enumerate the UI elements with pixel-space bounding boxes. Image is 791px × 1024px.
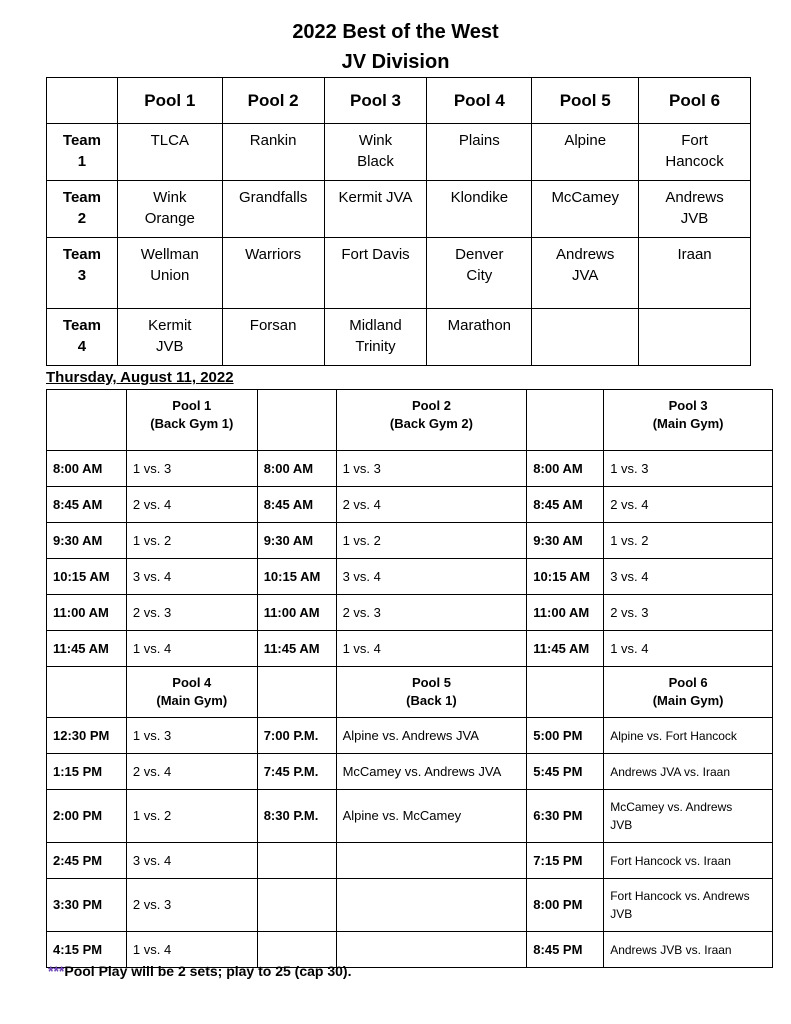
- team-cell: [639, 309, 751, 366]
- matchup: Alpine vs. McCamey: [336, 790, 527, 843]
- match-time: 7:00 P.M.: [257, 718, 336, 754]
- match-time: 11:45 AM: [257, 631, 336, 667]
- matchup: Alpine vs. Fort Hancock: [604, 718, 773, 754]
- matchup: 1 vs. 3: [126, 718, 257, 754]
- pool-name: Pool 3: [668, 398, 708, 413]
- page-title: 2022 Best of the West: [292, 21, 499, 43]
- schedule-row: [47, 790, 773, 843]
- schedule-block-afternoon: [47, 667, 773, 968]
- pool-header: Pool 4: [427, 78, 532, 124]
- blank-cell: [527, 390, 604, 451]
- matchup: 1 vs. 4: [336, 631, 527, 667]
- matchup: 1 vs. 3: [126, 451, 257, 487]
- pool-venue-header: [336, 667, 527, 718]
- matchup: 1 vs. 2: [126, 790, 257, 843]
- team-cell: Midland Trinity: [324, 309, 427, 366]
- matchup: 2 vs. 4: [126, 754, 257, 790]
- match-time: 2:00 PM: [47, 790, 127, 843]
- matchup: 1 vs. 2: [336, 523, 527, 559]
- pool-venue: (Main Gym): [652, 416, 724, 431]
- schedule-row: [47, 843, 773, 879]
- team-cell: Andrews JVA: [532, 238, 639, 309]
- pool-header-row: [47, 667, 773, 718]
- team-label: Team 4: [47, 309, 118, 366]
- pool-name: Pool 4: [172, 675, 212, 690]
- pool-venue: (Back Gym 1): [150, 416, 234, 431]
- team-cell: Iraan: [639, 238, 751, 309]
- matchup: 3 vs. 4: [126, 559, 257, 595]
- matchup: McCamey vs. Andrews JVB: [604, 790, 773, 843]
- teams-table: [46, 77, 751, 366]
- team-cell: Klondike: [427, 181, 532, 238]
- matchup: 1 vs. 2: [604, 523, 773, 559]
- blank-cell: [47, 390, 127, 451]
- match-time: 11:00 AM: [47, 595, 127, 631]
- matchup: 1 vs. 2: [126, 523, 257, 559]
- matchup: 3 vs. 4: [126, 843, 257, 879]
- matchup: 2 vs. 3: [336, 595, 527, 631]
- matchup: 2 vs. 4: [126, 487, 257, 523]
- pool-play-note: [48, 962, 351, 980]
- match-time: 11:00 AM: [257, 595, 336, 631]
- page-subtitle: JV Division: [341, 51, 450, 73]
- pool-header: Pool 6: [639, 78, 751, 124]
- team-cell: Wink Orange: [117, 181, 222, 238]
- match-time: 9:30 AM: [47, 523, 127, 559]
- matchup: 1 vs. 4: [126, 631, 257, 667]
- match-time: 8:00 AM: [527, 451, 604, 487]
- blank-cell: [527, 667, 604, 718]
- teams-header-row: [47, 78, 751, 124]
- matchup: 2 vs. 3: [126, 879, 257, 932]
- pool-venue-header: [126, 390, 257, 451]
- team-row: [47, 181, 751, 238]
- schedule-row: [47, 754, 773, 790]
- pool-venue: (Back Gym 2): [389, 416, 473, 431]
- schedule-date: Thursday, August 11, 2022: [46, 369, 234, 386]
- matchup: 2 vs. 3: [126, 595, 257, 631]
- match-time: [257, 879, 336, 932]
- match-time: 5:00 PM: [527, 718, 604, 754]
- match-time: 8:00 PM: [527, 879, 604, 932]
- matchup: Fort Hancock vs. Andrews JVB: [604, 879, 773, 932]
- blank-cell: [47, 667, 127, 718]
- team-cell: Grandfalls: [222, 181, 324, 238]
- team-cell: Warriors: [222, 238, 324, 309]
- blank-cell: [257, 390, 336, 451]
- match-time: 5:45 PM: [527, 754, 604, 790]
- match-time: 8:00 AM: [257, 451, 336, 487]
- matchup: 1 vs. 4: [126, 932, 257, 968]
- corner-cell: [47, 78, 118, 124]
- pool-venue-header: [126, 667, 257, 718]
- team-row: [47, 309, 751, 366]
- pool-venue-header: [604, 390, 773, 451]
- pool-header: Pool 1: [117, 78, 222, 124]
- match-time: 9:30 AM: [527, 523, 604, 559]
- pool-venue-header: [604, 667, 773, 718]
- matchup: McCamey vs. Andrews JVA: [336, 754, 527, 790]
- team-cell: Wink Black: [324, 124, 427, 181]
- team-label: Team 3: [47, 238, 118, 309]
- match-time: 8:45 AM: [527, 487, 604, 523]
- matchup: 1 vs. 4: [604, 631, 773, 667]
- schedule-row: [47, 451, 773, 487]
- team-cell: Rankin: [222, 124, 324, 181]
- matchup: Andrews JVB vs. Iraan: [604, 932, 773, 968]
- match-time: 1:15 PM: [47, 754, 127, 790]
- pool-name: Pool 6: [668, 675, 708, 690]
- schedule-block-morning: [47, 390, 773, 667]
- pool-header: Pool 2: [222, 78, 324, 124]
- match-time: 4:15 PM: [47, 932, 127, 968]
- match-time: 11:00 AM: [527, 595, 604, 631]
- team-cell: Fort Davis: [324, 238, 427, 309]
- matchup: 1 vs. 3: [604, 451, 773, 487]
- team-cell: Alpine: [532, 124, 639, 181]
- team-label: Team 2: [47, 181, 118, 238]
- matchup: 3 vs. 4: [336, 559, 527, 595]
- matchup: 1 vs. 3: [336, 451, 527, 487]
- schedule-row: [47, 487, 773, 523]
- match-time: 8:45 PM: [527, 932, 604, 968]
- team-cell: Kermit JVA: [324, 181, 427, 238]
- team-cell: Plains: [427, 124, 532, 181]
- matchup: Fort Hancock vs. Iraan: [604, 843, 773, 879]
- pool-header-row: [47, 390, 773, 451]
- pool-name: Pool 1: [172, 398, 212, 413]
- schedule-row: [47, 879, 773, 932]
- matchup: 2 vs. 3: [604, 595, 773, 631]
- matchup: Alpine vs. Andrews JVA: [336, 718, 527, 754]
- pool-header: Pool 5: [532, 78, 639, 124]
- team-cell: McCamey: [532, 181, 639, 238]
- schedule-row: [47, 595, 773, 631]
- matchup: 3 vs. 4: [604, 559, 773, 595]
- pool-name: Pool 2: [411, 398, 451, 413]
- note-stars: ***: [48, 963, 65, 979]
- match-time: 8:30 P.M.: [257, 790, 336, 843]
- schedule-row: [47, 631, 773, 667]
- team-cell: Forsan: [222, 309, 324, 366]
- match-time: [257, 843, 336, 879]
- matchup: 2 vs. 4: [336, 487, 527, 523]
- pool-header: Pool 3: [324, 78, 427, 124]
- match-time: 10:15 AM: [257, 559, 336, 595]
- team-label: Team 1: [47, 124, 118, 181]
- pool-venue-header: [336, 390, 527, 451]
- pool-venue: (Main Gym): [156, 693, 228, 708]
- team-cell: Fort Hancock: [639, 124, 751, 181]
- match-time: 11:45 AM: [47, 631, 127, 667]
- match-time: 8:45 AM: [257, 487, 336, 523]
- pool-venue: (Back 1): [406, 693, 457, 708]
- schedule-row: [47, 718, 773, 754]
- match-time: 11:45 AM: [527, 631, 604, 667]
- match-time: 8:45 AM: [47, 487, 127, 523]
- team-cell: Marathon: [427, 309, 532, 366]
- pool-venue: (Main Gym): [652, 693, 724, 708]
- match-time: 7:45 P.M.: [257, 754, 336, 790]
- matchup: [336, 879, 527, 932]
- pool-name: Pool 5: [411, 675, 451, 690]
- team-cell: Wellman Union: [117, 238, 222, 309]
- matchup: [336, 843, 527, 879]
- match-time: 7:15 PM: [527, 843, 604, 879]
- match-time: 8:00 AM: [47, 451, 127, 487]
- schedule-row: [47, 559, 773, 595]
- team-cell: Denver City: [427, 238, 532, 309]
- match-time: 3:30 PM: [47, 879, 127, 932]
- match-time: 6:30 PM: [527, 790, 604, 843]
- team-row: [47, 124, 751, 181]
- match-time: 12:30 PM: [47, 718, 127, 754]
- matchup: 2 vs. 4: [604, 487, 773, 523]
- match-time: 2:45 PM: [47, 843, 127, 879]
- match-time: 10:15 AM: [527, 559, 604, 595]
- team-cell: Andrews JVB: [639, 181, 751, 238]
- matchup: [336, 932, 527, 968]
- schedule-table: [46, 389, 773, 968]
- schedule-row: [47, 523, 773, 559]
- blank-cell: [257, 667, 336, 718]
- team-row: [47, 238, 751, 309]
- matchup: Andrews JVA vs. Iraan: [604, 754, 773, 790]
- team-cell: TLCA: [117, 124, 222, 181]
- match-time: 9:30 AM: [257, 523, 336, 559]
- match-time: 10:15 AM: [47, 559, 127, 595]
- team-cell: [532, 309, 639, 366]
- note-text: Pool Play will be 2 sets; play to 25 (cap 30).: [64, 963, 352, 979]
- team-cell: Kermit JVB: [117, 309, 222, 366]
